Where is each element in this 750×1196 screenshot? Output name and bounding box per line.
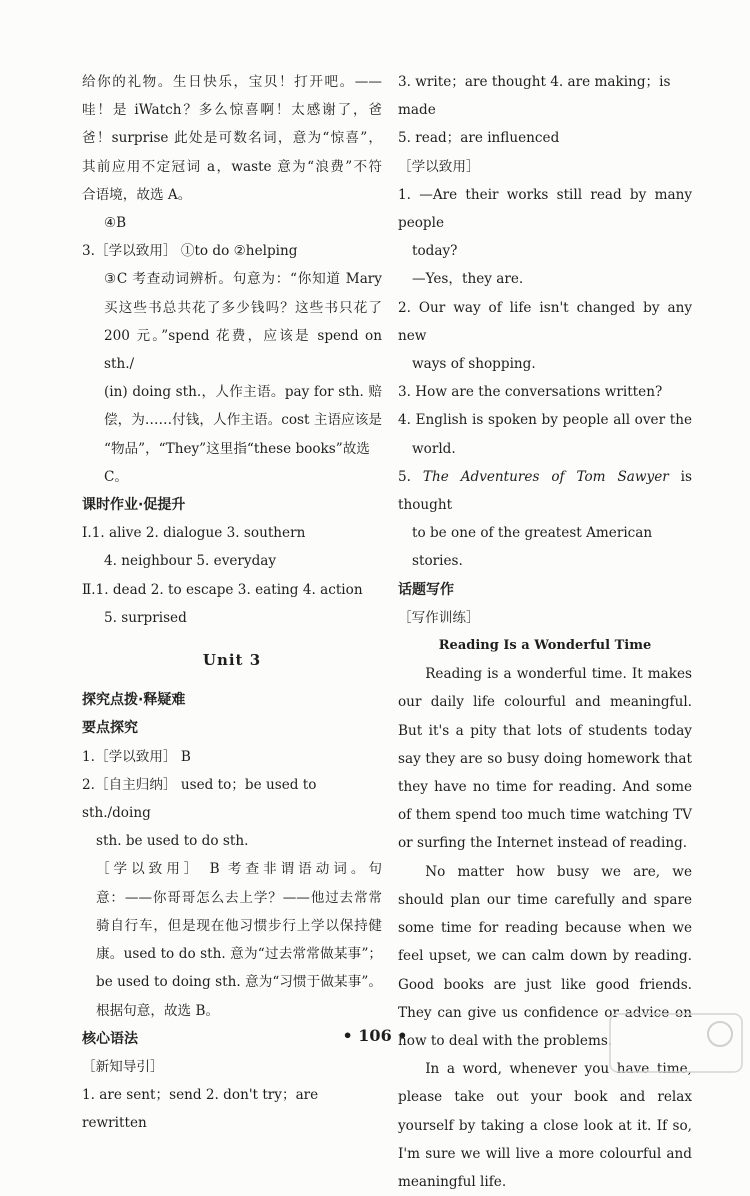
text-line: 其前应用不定冠词 a，waste 意为“浪费”不符 xyxy=(82,158,382,175)
watermark-logo xyxy=(608,1012,744,1074)
essay-title: Reading Is a Wonderful Time xyxy=(438,638,652,654)
section-heading: 探究点拨·释疑难 xyxy=(82,692,186,709)
text-line: 合语境，故选 A。 xyxy=(82,186,192,203)
unit-heading: Unit 3 xyxy=(202,651,262,670)
text-line: to be one of the greatest American stories. xyxy=(412,525,653,570)
text-line: 1.［学以致用］ B xyxy=(82,748,191,765)
text-line: 4. English is spoken by people all over the xyxy=(398,412,692,429)
text-line: “物品”，“They”这里指“these books”故选 C。 xyxy=(104,440,370,485)
text-line: world. xyxy=(412,440,456,457)
text-line: 哇！是 iWatch？多么惊喜啊！太感谢了，爸 xyxy=(82,102,382,119)
section-heading: 话题写作 xyxy=(398,581,454,598)
text-line: 2. Our way of life isn't changed by any new xyxy=(398,299,692,344)
page-number: • 106 • xyxy=(342,1026,408,1045)
text-line: 1. —Are their works still read by many people xyxy=(398,186,692,232)
book-title: The Adventures of Tom Sawyer xyxy=(422,468,669,485)
text-line: 爸！surprise 此处是可数名词，意为“惊喜”， xyxy=(82,130,382,147)
text-line: be used to doing sth. 意为“习惯于做某事”。 xyxy=(96,974,382,991)
text-line: 给你的礼物。生日快乐，宝贝！打开吧。—— xyxy=(82,74,382,90)
text-line: ［学以致用］ xyxy=(398,158,480,175)
essay-paragraph: No matter how busy we are, we should plan our time carefully and spare some time for reading because when we feel upset, we can calm down by reading. Good books are just like good friends. They can give us confidence or advice on how to deal with the problems. xyxy=(398,863,692,1049)
item-number: 5. xyxy=(398,468,411,485)
text-line xyxy=(398,463,692,519)
text-line: ［学以致用］ B 考查非谓语动词。句 xyxy=(96,861,382,878)
text-line: Ⅱ.1. dead 2. to escape 3. eating 4. action xyxy=(82,581,363,598)
subsection-heading: 要点探究 xyxy=(82,720,138,737)
text-line: ways of shopping. xyxy=(412,356,536,373)
text-line: today? xyxy=(412,243,458,260)
text-line: 3.［学以致用］ ①to do ②helping xyxy=(82,243,298,260)
essay-paragraph: Reading is a wonderful time. It makes our daily life colourful and meaningful. But it's a pity that lots of students today say they are so busy doing homework that they have no time for reading. And some of them spend too much time watching TV or surfing the Internet instead of reading. xyxy=(398,666,692,852)
text-line: ③C 考查动词辨析。句意为：“你知道 Mary xyxy=(104,271,382,288)
text-line: 2.［自主归纳］ used to；be used to sth./doing xyxy=(82,776,317,822)
text-line: 康。used to do sth. 意为“过去常常做某事”； xyxy=(96,946,382,963)
text-line: 买这些书总共花了多少钱吗？这些书只花了 xyxy=(104,299,382,316)
text-line: 3. How are the conversations written? xyxy=(398,384,663,401)
left-column xyxy=(82,68,382,1138)
text-line: ④B xyxy=(104,215,127,232)
essay-paragraph: In a word, whenever you have time, please take out your book and relax yourself by taking a close look at it. If so, I'm sure we will live a more colourful and meaningful life. xyxy=(398,1061,692,1190)
text-line: sth. be used to do sth. xyxy=(96,833,249,850)
text-line: —Yes，they are. xyxy=(412,271,524,288)
text-line: (in) doing sth.，人作主语。pay for sth. 赔 xyxy=(104,384,382,401)
text-line: 5. surprised xyxy=(104,609,187,626)
text-line: 骑自行车，但是现在他习惯步行上学以保持健 xyxy=(96,917,382,934)
section-heading: 课时作业·促提升 xyxy=(82,497,186,514)
text-line: 1. are sent；send 2. don't try；are rewritten xyxy=(82,1087,319,1132)
text-line: 5. read；are influenced xyxy=(398,130,560,147)
text-line: 200 元。”spend 花费，应该是 spend on sth./ xyxy=(104,327,382,373)
text-line: Ⅰ.1. alive 2. dialogue 3. southern xyxy=(82,525,306,542)
text-line: 4. neighbour 5. everyday xyxy=(104,553,277,570)
text-line: ［新知导引］ xyxy=(82,1058,164,1075)
text-line: 根据句意，故选 B。 xyxy=(96,1002,220,1019)
subsection-heading: 核心语法 xyxy=(82,1030,138,1047)
text-line: 3. write；are thought 4. are making；is made xyxy=(398,74,671,119)
text-line: 偿，为……付钱，人作主语。cost 主语应该是 xyxy=(104,412,382,429)
text-line: 意：——你哥哥怎么去上学？——他过去常常 xyxy=(96,889,382,906)
text-fragment: is thought xyxy=(398,468,692,514)
text-line: ［写作训练］ xyxy=(398,609,480,626)
